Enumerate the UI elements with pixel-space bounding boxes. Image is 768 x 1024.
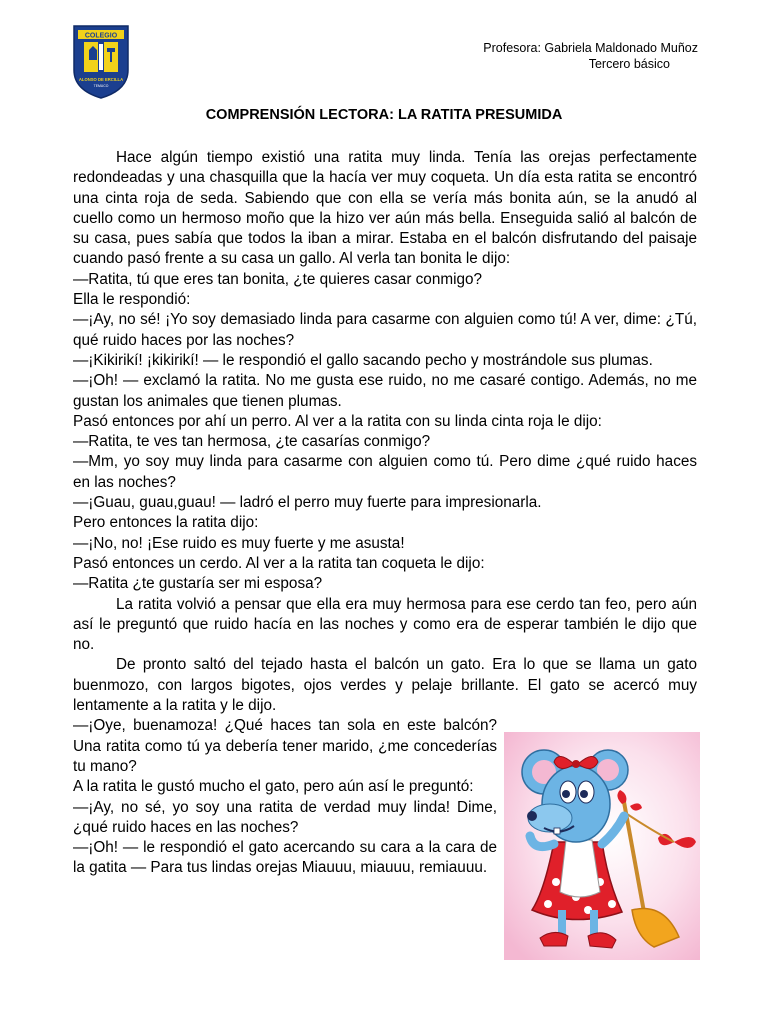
story-paragraph: A la ratita le gustó mucho el gato, pero aún así le preguntó: [73, 778, 474, 796]
grade-level: Tercero básico [588, 57, 670, 71]
story-paragraph: —Ratita, tú que eres tan bonita, ¿te quieres casar conmigo? [73, 270, 482, 288]
story-paragraph: Ella le respondió: [73, 291, 191, 309]
story-paragraph: —¡No, no! ¡Ese ruido es muy fuerte y me asusta! [73, 534, 405, 552]
story-paragraph: —¡Kikirikí! ¡kikirikí! — le respondió el gallo sacando pecho y mostrándole sus plumas. [73, 351, 653, 369]
story-paragraph: —¡Oye, buenamoza! ¿Qué haces tan sola en este balcón? Una ratita como tú ya debería tener marido, ¿me concederías tu mano? [73, 717, 497, 775]
logo-text-small: TEMUCO [93, 84, 109, 88]
logo-text-top: COLEGIO [84, 32, 118, 40]
story-paragraph: —¡Oh! — exclamó la ratita. No me gusta ese ruido, no me casaré contigo. Además, no me gustan los animales que tienen plumas. [73, 372, 697, 410]
story-paragraph: —¡Oh! — le respondió el gato acercando su cara a la cara de la gatita — Para tus lindas orejas Miauuu, miauuu, remiauuu. [73, 839, 497, 877]
story-paragraph: —¡Ay, no sé, yo soy una ratita de verdad muy linda! Dime, ¿qué ruido haces en las noches? [73, 798, 497, 836]
teacher-name: Profesora: Gabriela Maldonado Muñoz [483, 41, 698, 55]
story-paragraph: —¡Guau, guau,guau! — ladró el perro muy fuerte para impresionarla. [73, 494, 542, 512]
page-title: COMPRENSIÓN LECTORA: LA RATITA PRESUMIDA [205, 107, 563, 123]
story-paragraph: Pasó entonces un cerdo. Al ver a la ratita tan coqueta le dijo: [73, 554, 485, 572]
story-paragraph: La ratita volvió a pensar que ella era muy hermosa para ese cerdo tan feo, pero aún así le preguntó que ruido hacía en las noches y como era de esperar también le dijo que no. [73, 595, 697, 654]
school-logo [70, 22, 132, 100]
logo-text-bottom: ALONSO DE ERCILLA [78, 77, 124, 82]
story-paragraph: Pero entonces la ratita dijo: [73, 514, 259, 532]
story-paragraph: —Ratita, te ves tan hermosa, ¿te casarías conmigo? [73, 433, 431, 451]
story-paragraph: Hace algún tiempo existió una ratita muy linda. Tenía las orejas perfectamente redondeadas y una chasquilla que la hacía ver muy coqueta. Un día esta ratita se encontró una cinta roja de seda. Sabiendo que con ella se vería más bonita aún, se la anudó al cuello como un hermoso moño que la hizo ver aún más bella. Enseguida salió al balcón de su casa, pues sabía que todos la iban a mirar. Estaba en el balcón disfrutando del paisaje cuando pasó frente a su casa un gallo. Al verla tan bonita le dijo: [73, 149, 697, 268]
story-paragraph: De pronto saltó del tejado hasta el balcón un gato. Era lo que se llama un gato buenmozo, con largos bigotes, ojos verdes y pelaje brillante. El gato se acercó muy lentamente a la ratita y le dijo. [73, 656, 697, 715]
story-paragraph: —¡Ay, no sé! ¡Yo soy demasiado linda para casarme con alguien como tú! A ver, dime: ¿Tú, qué ruido haces por las noches? [73, 311, 697, 349]
header-info [483, 40, 698, 72]
story-paragraph: —Mm, yo soy muy linda para casarme con alguien como tú. Pero dime ¿qué ruido haces en las noches? [73, 453, 697, 491]
story-paragraph: —Ratita ¿te gustaría ser mi esposa? [73, 575, 323, 593]
story-paragraph: Pasó entonces por ahí un perro. Al ver a la ratita con su linda cinta roja le dijo: [73, 412, 602, 430]
mouse-with-broom-illustration [504, 732, 700, 960]
